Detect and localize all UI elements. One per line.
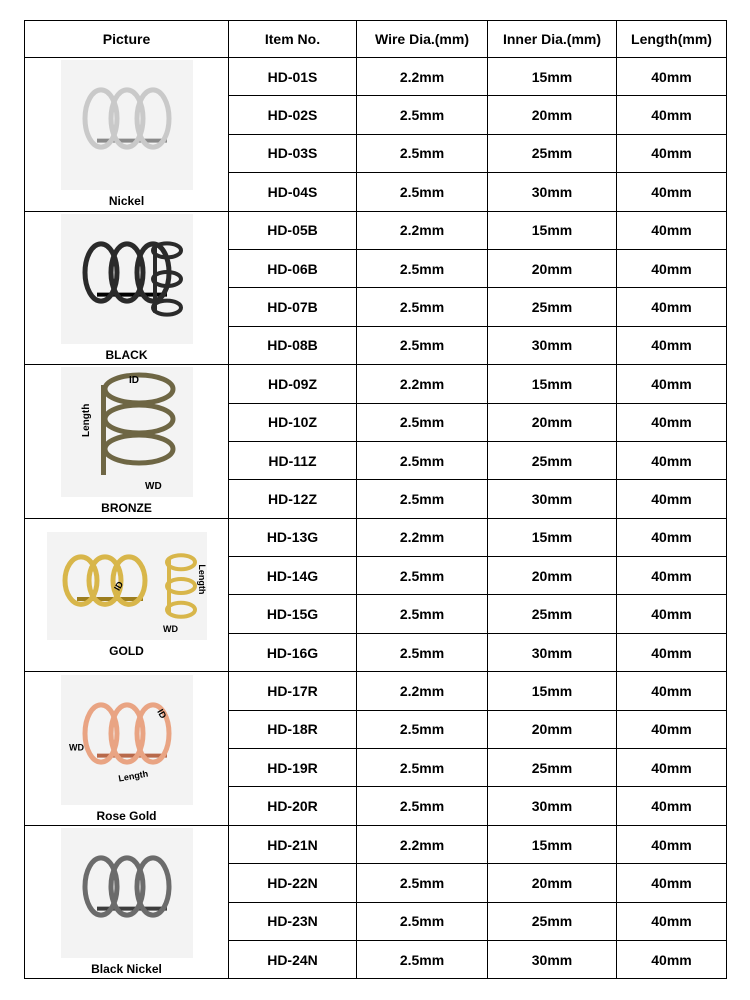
inner-dia-cell: 15mm <box>488 58 617 96</box>
wire-dia-cell: 2.5mm <box>357 902 488 940</box>
item-no-cell: HD-22N <box>229 864 357 902</box>
wire-dia-cell: 2.5mm <box>357 864 488 902</box>
header-inner-dia: Inner Dia.(mm) <box>488 21 617 58</box>
dimension-label: Length <box>117 768 149 784</box>
wire-dia-cell: 2.5mm <box>357 633 488 671</box>
finish-caption: BLACK <box>105 347 148 362</box>
item-no-cell: HD-05B <box>229 211 357 249</box>
dimension-label: WD <box>162 623 178 634</box>
product-picture-cell <box>25 518 229 672</box>
item-no-cell: HD-12Z <box>229 480 357 518</box>
wire-dia-cell: 2.2mm <box>357 211 488 249</box>
item-no-cell: HD-24N <box>229 940 357 978</box>
inner-dia-cell: 25mm <box>488 134 617 172</box>
binder-ring-icon <box>61 675 193 805</box>
item-no-cell: HD-19R <box>229 749 357 787</box>
binder-ring-icon <box>47 532 207 640</box>
item-no-cell: HD-18R <box>229 710 357 748</box>
length-cell: 40mm <box>617 441 727 479</box>
length-cell: 40mm <box>617 710 727 748</box>
inner-dia-cell: 15mm <box>488 518 617 556</box>
product-picture-cell <box>25 365 229 519</box>
dimension-label: WD <box>144 481 162 493</box>
item-no-cell: HD-17R <box>229 672 357 710</box>
length-cell: 40mm <box>617 480 727 518</box>
finish-caption: BRONZE <box>101 501 152 516</box>
length-cell: 40mm <box>617 557 727 595</box>
wire-dia-cell: 2.5mm <box>357 441 488 479</box>
inner-dia-cell: 20mm <box>488 557 617 595</box>
table-row <box>25 825 727 863</box>
inner-dia-cell: 15mm <box>488 365 617 403</box>
item-no-cell: HD-11Z <box>229 441 357 479</box>
item-no-cell: HD-15G <box>229 595 357 633</box>
inner-dia-cell: 25mm <box>488 749 617 787</box>
wire-dia-cell: 2.5mm <box>357 326 488 364</box>
wire-dia-cell: 2.2mm <box>357 825 488 863</box>
item-no-cell: HD-07B <box>229 288 357 326</box>
length-cell: 40mm <box>617 672 727 710</box>
inner-dia-cell: 25mm <box>488 288 617 326</box>
wire-dia-cell: 2.5mm <box>357 403 488 441</box>
inner-dia-cell: 30mm <box>488 326 617 364</box>
finish-caption: Rose Gold <box>96 808 157 823</box>
length-cell: 40mm <box>617 864 727 902</box>
header-picture: Picture <box>25 21 229 58</box>
dimension-label: Length <box>80 404 92 438</box>
wire-dia-cell: 2.5mm <box>357 249 488 287</box>
product-picture-cell <box>25 672 229 826</box>
item-no-cell: HD-06B <box>229 249 357 287</box>
binder-ring-image <box>61 675 193 805</box>
inner-dia-cell: 30mm <box>488 480 617 518</box>
length-cell: 40mm <box>617 595 727 633</box>
finish-caption: Black Nickel <box>91 962 162 977</box>
wire-dia-cell: 2.5mm <box>357 787 488 825</box>
item-no-cell: HD-23N <box>229 902 357 940</box>
binder-ring-image <box>61 367 193 497</box>
inner-dia-cell: 20mm <box>488 249 617 287</box>
item-no-cell: HD-14G <box>229 557 357 595</box>
inner-dia-cell: 15mm <box>488 211 617 249</box>
length-cell: 40mm <box>617 825 727 863</box>
item-no-cell: HD-16G <box>229 633 357 671</box>
wire-dia-cell: 2.5mm <box>357 557 488 595</box>
product-picture-cell <box>25 58 229 212</box>
length-cell: 40mm <box>617 288 727 326</box>
dimension-label: WD <box>68 741 84 752</box>
wire-dia-cell: 2.2mm <box>357 58 488 96</box>
inner-dia-cell: 20mm <box>488 864 617 902</box>
inner-dia-cell: 20mm <box>488 403 617 441</box>
length-cell: 40mm <box>617 96 727 134</box>
header-wire-dia: Wire Dia.(mm) <box>357 21 488 58</box>
item-no-cell: HD-13G <box>229 518 357 556</box>
wire-dia-cell: 2.2mm <box>357 518 488 556</box>
length-cell: 40mm <box>617 249 727 287</box>
item-no-cell: HD-08B <box>229 326 357 364</box>
finish-caption: Nickel <box>108 194 145 209</box>
inner-dia-cell: 25mm <box>488 441 617 479</box>
wire-dia-cell: 2.5mm <box>357 480 488 518</box>
length-cell: 40mm <box>617 787 727 825</box>
wire-dia-cell: 2.2mm <box>357 365 488 403</box>
item-no-cell: HD-20R <box>229 787 357 825</box>
length-cell: 40mm <box>617 134 727 172</box>
length-cell: 40mm <box>617 211 727 249</box>
item-no-cell: HD-09Z <box>229 365 357 403</box>
inner-dia-cell: 30mm <box>488 633 617 671</box>
item-no-cell: HD-04S <box>229 173 357 211</box>
dimension-label: ID <box>128 375 139 387</box>
binder-ring-icon <box>61 828 193 958</box>
item-no-cell: HD-01S <box>229 58 357 96</box>
item-no-cell: HD-02S <box>229 96 357 134</box>
item-no-cell: HD-10Z <box>229 403 357 441</box>
length-cell: 40mm <box>617 326 727 364</box>
length-cell: 40mm <box>617 749 727 787</box>
binder-ring-image <box>61 60 193 190</box>
dimension-label: ID <box>154 706 168 720</box>
binder-ring-image <box>47 532 207 640</box>
spec-table <box>24 20 727 979</box>
binder-ring-icon <box>61 367 193 497</box>
inner-dia-cell: 15mm <box>488 672 617 710</box>
wire-dia-cell: 2.5mm <box>357 288 488 326</box>
wire-dia-cell: 2.5mm <box>357 134 488 172</box>
inner-dia-cell: 15mm <box>488 825 617 863</box>
binder-ring-icon <box>61 214 193 344</box>
inner-dia-cell: 25mm <box>488 595 617 633</box>
length-cell: 40mm <box>617 633 727 671</box>
header-row <box>25 21 727 58</box>
inner-dia-cell: 25mm <box>488 902 617 940</box>
wire-dia-cell: 2.5mm <box>357 96 488 134</box>
length-cell: 40mm <box>617 365 727 403</box>
table-row <box>25 518 727 556</box>
inner-dia-cell: 30mm <box>488 940 617 978</box>
wire-dia-cell: 2.2mm <box>357 672 488 710</box>
length-cell: 40mm <box>617 173 727 211</box>
wire-dia-cell: 2.5mm <box>357 173 488 211</box>
length-cell: 40mm <box>617 518 727 556</box>
product-picture-cell <box>25 211 229 365</box>
binder-ring-icon <box>61 60 193 190</box>
inner-dia-cell: 20mm <box>488 710 617 748</box>
wire-dia-cell: 2.5mm <box>357 595 488 633</box>
table-row <box>25 211 727 249</box>
finish-caption: GOLD <box>109 643 144 658</box>
inner-dia-cell: 30mm <box>488 173 617 211</box>
header-length: Length(mm) <box>617 21 727 58</box>
wire-dia-cell: 2.5mm <box>357 710 488 748</box>
dimension-label: Length <box>196 564 207 595</box>
length-cell: 40mm <box>617 902 727 940</box>
table-row <box>25 58 727 96</box>
table-row <box>25 672 727 710</box>
wire-dia-cell: 2.5mm <box>357 749 488 787</box>
item-no-cell: HD-21N <box>229 825 357 863</box>
length-cell: 40mm <box>617 940 727 978</box>
length-cell: 40mm <box>617 58 727 96</box>
table-row <box>25 365 727 403</box>
wire-dia-cell: 2.5mm <box>357 940 488 978</box>
binder-ring-image <box>61 828 193 958</box>
length-cell: 40mm <box>617 403 727 441</box>
dimension-label: ID <box>111 579 125 593</box>
item-no-cell: HD-03S <box>229 134 357 172</box>
inner-dia-cell: 30mm <box>488 787 617 825</box>
inner-dia-cell: 20mm <box>488 96 617 134</box>
binder-ring-image <box>61 214 193 344</box>
product-picture-cell <box>25 825 229 979</box>
header-item-no: Item No. <box>229 21 357 58</box>
